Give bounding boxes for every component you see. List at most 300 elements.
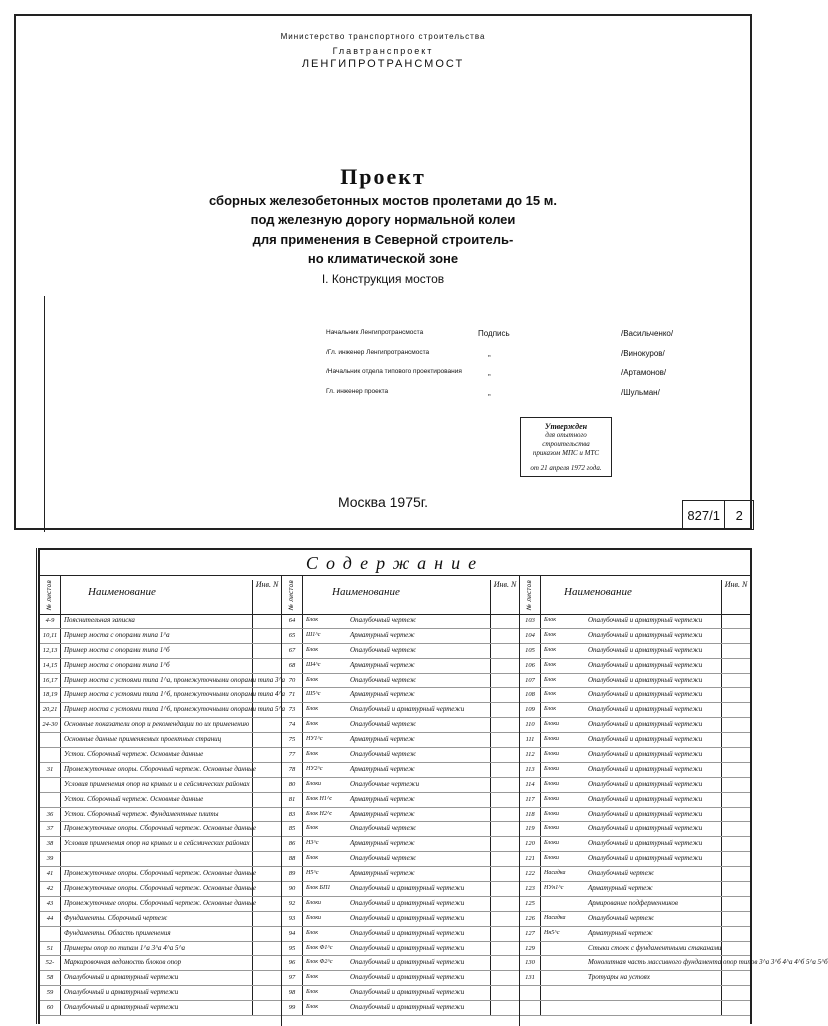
item-title: Промежуточные опоры. Сборочный чертеж. Основные данные [64, 884, 257, 893]
drawing-type: Арматурный чертеж [588, 928, 653, 937]
item-title: Фундаменты. Сборочный чертеж [64, 913, 168, 922]
sheet-number-cell: 14,15 [40, 659, 61, 673]
inventory-cell [721, 822, 750, 836]
table-row [520, 927, 750, 942]
table-row [282, 778, 519, 793]
table-row [40, 659, 281, 674]
drawing-type: Опалубочный и арматурный чертежи [350, 943, 465, 952]
table-row [520, 674, 750, 689]
table-row [520, 703, 750, 718]
inventory-cell [721, 748, 750, 762]
table-row [520, 808, 750, 823]
table-row [520, 942, 750, 957]
item-title: Пример моста с устоями типа 1^б, промежуточными опорами типа 4^а [64, 690, 285, 699]
project-code: 827/1 [683, 501, 725, 529]
drawing-type: Опалубочный и арматурный чертежи [588, 616, 703, 624]
table-row [282, 986, 519, 1001]
sheet-number-cell: 103 [520, 614, 541, 628]
table-row [40, 971, 281, 986]
inventory-cell [490, 867, 519, 881]
drawing-type: Опалубочный и арматурный чертежи [350, 928, 465, 937]
sheet-number-cell: 88 [282, 852, 303, 866]
inventory-cell [252, 808, 281, 822]
inventory-cell [490, 718, 519, 732]
inv-header: Инв. N [252, 580, 281, 614]
sheet-number-cell: 73 [282, 703, 303, 717]
drawing-type: Опалубочный и арматурный чертежи [588, 854, 703, 863]
item-title: Опалубочный и арматурный чертежи [64, 973, 179, 982]
sheet-number-cell: 89 [282, 867, 303, 881]
block-name: Блок [306, 617, 319, 623]
drawing-type: Опалубочный и арматурный чертежи [350, 958, 465, 967]
block-name: Блок [306, 974, 319, 981]
sheet-number-cell [40, 927, 61, 941]
drawing-type: Арматурный чертеж [350, 660, 415, 669]
inventory-cell [490, 897, 519, 911]
table-row [520, 897, 750, 912]
sheet-number-cell: 131 [520, 971, 541, 985]
table-row [282, 748, 519, 763]
block-name: Блоки [544, 765, 560, 772]
drawing-type: Опалубочный и арматурный чертежи [588, 764, 703, 773]
item-title: Пример моста с устоями типа 1^a, промежуточными опорами типа 3^а [64, 675, 285, 684]
table-row [40, 778, 281, 793]
table-row [282, 942, 519, 957]
table-row [520, 718, 750, 733]
sheet-number-cell: 118 [520, 808, 541, 822]
drawing-type: Опалубочный и арматурный чертежи [588, 720, 703, 729]
sheet-number-cell: 106 [520, 659, 541, 673]
inventory-cell [490, 837, 519, 851]
part-label: I. Конструкция мостов [321, 272, 445, 286]
drawing-type: Армирование подферменников [588, 898, 678, 907]
inventory-cell [721, 778, 750, 792]
drawing-type: Опалубочный чертеж [350, 720, 417, 729]
sheet-number-cell: 83 [282, 808, 303, 822]
drawing-type: Опалубочный и арматурный чертежи [588, 675, 703, 684]
inventory-cell [252, 867, 281, 881]
block-name: Блоки [544, 721, 560, 728]
block-name: Блоки [544, 840, 560, 847]
sheet-number-cell: 74 [282, 718, 303, 732]
sheet-number-cell: 127 [520, 927, 541, 941]
column-header [520, 576, 750, 615]
inventory-cell [490, 748, 519, 762]
table-row [282, 659, 519, 674]
sheet-number-cell: 71 [282, 688, 303, 702]
item-title: Устои. Сборочный чертеж. Фундаментные плиты [64, 809, 219, 818]
inventory-cell [252, 703, 281, 717]
drawing-type: Арматурный чертеж [350, 630, 415, 639]
block-name: Блок [306, 855, 319, 862]
inventory-cell [252, 629, 281, 643]
item-title: Опалубочный и арматурный чертежи [64, 1003, 179, 1012]
table-row [520, 763, 750, 778]
inventory-cell [721, 897, 750, 911]
table-row [282, 1001, 519, 1016]
sheet-number-cell: 41 [40, 867, 61, 881]
inventory-cell [252, 837, 281, 851]
sheet-number-cell: 67 [282, 644, 303, 658]
sheet-number-cell: 51 [40, 942, 61, 956]
inventory-cell [721, 808, 750, 822]
table-row [520, 629, 750, 644]
inventory-cell [490, 822, 519, 836]
sheet-number-cell: 18,19 [40, 688, 61, 702]
sheet-number-cell: 129 [520, 942, 541, 956]
left-stamp-frame [14, 548, 37, 1024]
table-row [282, 927, 519, 942]
inventory-cell [252, 614, 281, 628]
approval-stamp: Утвержден для опытного строительства приказом МПС и МТС от 21 апреля 1972 года. [520, 417, 612, 477]
sheet-number-cell: 43 [40, 897, 61, 911]
inventory-cell [252, 688, 281, 702]
table-row [520, 778, 750, 793]
drawing-type: Опалубочный и арматурный чертежи [588, 645, 703, 654]
drawing-type: Опалубочный и арматурный чертежи [588, 735, 703, 744]
inventory-cell [721, 674, 750, 688]
agency-line: Главтранспроект [332, 46, 434, 56]
table-row [40, 837, 281, 852]
inventory-cell [490, 942, 519, 956]
block-name: Насадка [544, 914, 566, 921]
title-sheet: Министерство транспортного строительства Главтранспроект ЛЕНГИПРОТРАНСМОСТ Проект сборных железобетонных мостов пролетами до 15 м. под железную дорогу нормальной колеи для применения в Северной строитель- но климатической зоне I. Конструкция мостов Начальник Ленгипротрансмоста Подпись /Васильченко/ /Гл. инженер Ленгипротрансмоста „ /Винокуров/ /Начальник отдела типового проектирования „ /Артамонов/ Гл. инженер проекта „ /Шульман/ Утвержден для опытного строительства приказом МПС и МТС от 21 апреля 1972 года. Москва 1975г. 827/1 2 [14, 14, 752, 530]
drawing-type: Стыки стоек с фундаментными стаканами [588, 943, 722, 952]
inventory-cell [490, 971, 519, 985]
sheet-number-cell: 113 [520, 763, 541, 777]
table-row [40, 629, 281, 644]
inventory-cell [721, 867, 750, 881]
inventory-cell [721, 688, 750, 702]
sheet-number-cell: 60 [40, 1001, 61, 1015]
table-row [282, 703, 519, 718]
sheet-number-cell: 122 [520, 867, 541, 881]
table-row [40, 927, 281, 942]
table-row [40, 703, 285, 718]
sheet-number-cell: 64 [282, 614, 303, 628]
item-title: Фундаменты. Область применения [64, 928, 171, 937]
inventory-cell [721, 912, 750, 926]
sheet-number-cell: 114 [520, 778, 541, 792]
sheet-number-cell: 130 [520, 956, 541, 970]
inventory-cell [721, 733, 750, 747]
subtitle-line-2: под железную дорогу нормальной колеи [250, 212, 516, 227]
contents-title: Содержание [40, 550, 750, 576]
inventory-cell [252, 733, 281, 747]
sheet-number-cell: 117 [520, 793, 541, 807]
inventory-cell [252, 793, 281, 807]
drawing-type: Арматурный чертеж [350, 735, 415, 744]
table-row [282, 852, 519, 867]
item-title: Условия применения опор на кривых и в сейсмических районах [64, 779, 250, 788]
item-title: Устои. Сборочный чертеж. Основные данные [64, 750, 204, 759]
num-header: № листов [282, 576, 303, 614]
inventory-cell [721, 927, 750, 941]
table-row [40, 688, 285, 703]
sheet-number-cell: 105 [520, 644, 541, 658]
drawing-type: Опалубочный и арматурный чертежи [588, 630, 703, 639]
table-row [520, 852, 750, 867]
table-row [282, 971, 519, 986]
block-name: Блоки [544, 751, 560, 758]
sheet-number-cell: 111 [520, 733, 541, 747]
inventory-cell [490, 674, 519, 688]
block-name: Блоки [544, 810, 560, 817]
item-title: Маркировочная ведомость блоков опор [64, 958, 182, 967]
block-name: Блок [306, 706, 319, 713]
name-header: Наименование [332, 586, 400, 598]
item-title: Промежуточные опоры. Сборочный чертеж. Основные данные [64, 869, 257, 878]
inventory-cell [252, 718, 281, 732]
column-header [282, 576, 519, 615]
drawing-type: Арматурный чертеж [350, 809, 415, 818]
item-title: Промежуточные опоры. Сборочный чертеж. Основные данные [64, 824, 257, 833]
table-row [520, 822, 750, 837]
drawing-type: Опалубочный и арматурный чертежи [350, 898, 465, 907]
table-row [282, 837, 519, 852]
table-row [520, 688, 750, 703]
sheet-number-cell [40, 778, 61, 792]
sheet-number-cell [520, 1001, 541, 1015]
block-name: Нн5^с [544, 929, 560, 936]
sheet-number-cell: 107 [520, 674, 541, 688]
sheet-number-cell: 58 [40, 971, 61, 985]
inventory-cell [490, 659, 519, 673]
drawing-type: Опалубочный чертеж [350, 854, 417, 863]
sheet-number-cell: 44 [40, 912, 61, 926]
sheet-number-cell: 126 [520, 912, 541, 926]
inventory-cell [252, 927, 281, 941]
item-title: Пример моста с опорами типа 1^б [64, 660, 170, 669]
inventory-cell [490, 778, 519, 792]
contents-rows [520, 614, 828, 1016]
block-name: Блок [306, 989, 319, 996]
inventory-cell [490, 703, 519, 717]
sheet-number-cell: 12,13 [40, 644, 61, 658]
sheet-number-cell: 86 [282, 837, 303, 851]
table-row [520, 956, 828, 971]
block-name: Насадка [544, 870, 566, 877]
sheet-number-cell: 110 [520, 718, 541, 732]
block-name: Н3^с [306, 840, 319, 847]
sheet-number-cell: 108 [520, 688, 541, 702]
table-row [282, 822, 519, 837]
block-name: Блоки [544, 780, 560, 787]
drawing-type: Опалубочный и арматурный чертежи [588, 779, 703, 788]
block-name: Блок [306, 721, 319, 728]
inventory-cell [252, 942, 281, 956]
item-title: Пояснительная записка [64, 616, 135, 624]
inventory-cell [252, 912, 281, 926]
sheet-number-cell: 77 [282, 748, 303, 762]
block-name: Блоки [544, 855, 560, 862]
inventory-cell [252, 674, 281, 688]
table-row [40, 882, 281, 897]
sheet-code-box [682, 500, 754, 530]
inventory-cell [721, 629, 750, 643]
table-row [282, 718, 519, 733]
drawing-type: Опалубочные чертежи [350, 779, 420, 788]
block-name: Ш1^с [306, 631, 321, 638]
block-name: Блок [306, 646, 319, 653]
table-row [520, 912, 750, 927]
inventory-cell [490, 763, 519, 777]
table-row [282, 733, 519, 748]
table-row [40, 763, 281, 778]
sheet-number-cell [40, 733, 61, 747]
item-title: Основные данные применяемых проектных страниц [64, 735, 222, 744]
sheet-number-cell: 93 [282, 912, 303, 926]
table-row [520, 971, 750, 986]
item-title: Примеры опор по типам 1^а 3^а 4^а 5^а [64, 943, 185, 952]
table-row [520, 837, 750, 852]
drawing-type: Опалубочный чертеж [350, 616, 417, 624]
drawing-type: Арматурный чертеж [350, 794, 415, 803]
drawing-type: Арматурный чертеж [588, 884, 653, 893]
sheet-number-cell: 104 [520, 629, 541, 643]
item-title: Опалубочный и арматурный чертежи [64, 988, 179, 997]
inventory-cell [252, 1001, 281, 1015]
sheet-number-cell: 31 [40, 763, 61, 777]
sheet-number-cell: 119 [520, 822, 541, 836]
inventory-cell [490, 808, 519, 822]
inventory-cell [721, 942, 750, 956]
block-name: Блок [544, 646, 557, 653]
inventory-cell [252, 822, 281, 836]
table-row [40, 793, 281, 808]
inventory-cell [490, 688, 519, 702]
sheet-number-cell: 20,21 [40, 703, 61, 717]
block-name: Блок [306, 676, 319, 683]
drawing-type: Опалубочный и арматурный чертежи [350, 973, 465, 982]
table-row [40, 852, 281, 867]
inventory-cell [490, 644, 519, 658]
inventory-cell [721, 971, 750, 985]
sheet-number-cell: 94 [282, 927, 303, 941]
item-title: Промежуточные опоры. Сборочный чертеж. Основные данные [64, 898, 257, 907]
block-name: Блоки [306, 914, 322, 921]
block-name: Блок [306, 1004, 319, 1011]
table-row [282, 644, 519, 659]
inventory-cell [721, 986, 750, 1000]
inventory-cell [721, 882, 750, 896]
drawing-type: Опалубочный и арматурный чертежи [350, 1003, 465, 1012]
table-row [40, 942, 281, 957]
block-name: Блоки [544, 736, 560, 743]
table-row [520, 986, 750, 1001]
inventory-cell [252, 971, 281, 985]
table-row [282, 629, 519, 644]
sheet-number-cell: 42 [40, 882, 61, 896]
table-row [40, 674, 285, 689]
inventory-cell [252, 748, 281, 762]
table-row [40, 986, 281, 1001]
drawing-type: Опалубочный чертеж [588, 913, 655, 922]
table-row [40, 956, 281, 971]
drawing-type: Опалубочный и арматурный чертежи [588, 809, 703, 818]
inventory-cell [490, 986, 519, 1000]
document-heading: Проект [340, 164, 426, 189]
drawing-type: Опалубочный и арматурный чертежи [588, 705, 703, 714]
drawing-type: Опалубочный чертеж [350, 675, 417, 684]
sheet-number-cell: 70 [282, 674, 303, 688]
sheet-number-cell: 39 [40, 852, 61, 866]
inventory-cell [252, 956, 281, 970]
inventory-cell [721, 793, 750, 807]
drawing-type: Опалубочный и арматурный чертежи [588, 824, 703, 833]
block-name: Блоки [306, 780, 322, 787]
inv-header: Инв. N [721, 580, 750, 614]
table-row [282, 956, 519, 971]
table-row [282, 763, 519, 778]
table-row [520, 867, 750, 882]
table-row [40, 808, 281, 823]
inventory-cell [721, 1001, 750, 1015]
subtitle-line-4: но климатической зоне [307, 251, 459, 266]
inventory-cell [490, 733, 519, 747]
inventory-cell [252, 986, 281, 1000]
inventory-cell [490, 852, 519, 866]
sheet-number-cell: 78 [282, 763, 303, 777]
inventory-cell [721, 614, 750, 628]
contents-column-2 [282, 576, 520, 1026]
table-row [520, 733, 750, 748]
item-title: Основные показатели опор и рекомендации по их применению [64, 720, 250, 729]
sheet-number-cell [40, 793, 61, 807]
table-row [520, 882, 750, 897]
item-title: Условия применения опор на кривых и в сейсмических районах [64, 839, 250, 848]
sheet-number-cell: 52- [40, 956, 61, 970]
inventory-cell [490, 793, 519, 807]
sheet-number-cell: 85 [282, 822, 303, 836]
inventory-cell [721, 644, 750, 658]
sheet-number-cell: 120 [520, 837, 541, 851]
drawing-type: Опалубочный и арматурный чертежи [588, 750, 703, 759]
city-year: Москва 1975г. [337, 494, 429, 510]
contents-column-1 [40, 576, 285, 1026]
drawing-type: Арматурный чертеж [350, 764, 415, 773]
block-name: Блок Н2^с [306, 810, 333, 817]
sheet-number-cell: 80 [282, 778, 303, 792]
ministry-line: Министерство транспортного строительства [280, 32, 486, 41]
inventory-cell [252, 882, 281, 896]
sheet-number-cell: 36 [40, 808, 61, 822]
subtitle-line-1: сборных железобетонных мостов пролетами до 15 м. [209, 193, 557, 208]
inventory-cell [721, 837, 750, 851]
inventory-cell [252, 778, 281, 792]
inventory-cell [721, 763, 750, 777]
drawing-type: Опалубочный и арматурный чертежи [350, 988, 465, 997]
sheet-number: 2 [735, 507, 743, 523]
block-name: Блок [544, 661, 557, 668]
inventory-cell [490, 956, 519, 970]
subtitle-line-3: для применения в Северной строитель- [252, 232, 514, 247]
sheet-number-cell: 96 [282, 956, 303, 970]
sheet-number-cell: 16,17 [40, 674, 61, 688]
block-name: НУ2^с [306, 765, 323, 772]
table-row [40, 1001, 281, 1016]
sheet-number-cell: 97 [282, 971, 303, 985]
drawing-type: Опалубочный и арматурный чертежи [588, 660, 703, 669]
item-title: Пример моста с опорами типа 1^a [64, 630, 170, 639]
table-row [282, 793, 519, 808]
block-name: Ш5^с [306, 691, 321, 698]
block-name: Блок [544, 691, 557, 698]
inventory-cell [252, 897, 281, 911]
name-header: Наименование [564, 586, 632, 598]
sheet-number-cell: 81 [282, 793, 303, 807]
block-name: Блок [544, 706, 557, 713]
